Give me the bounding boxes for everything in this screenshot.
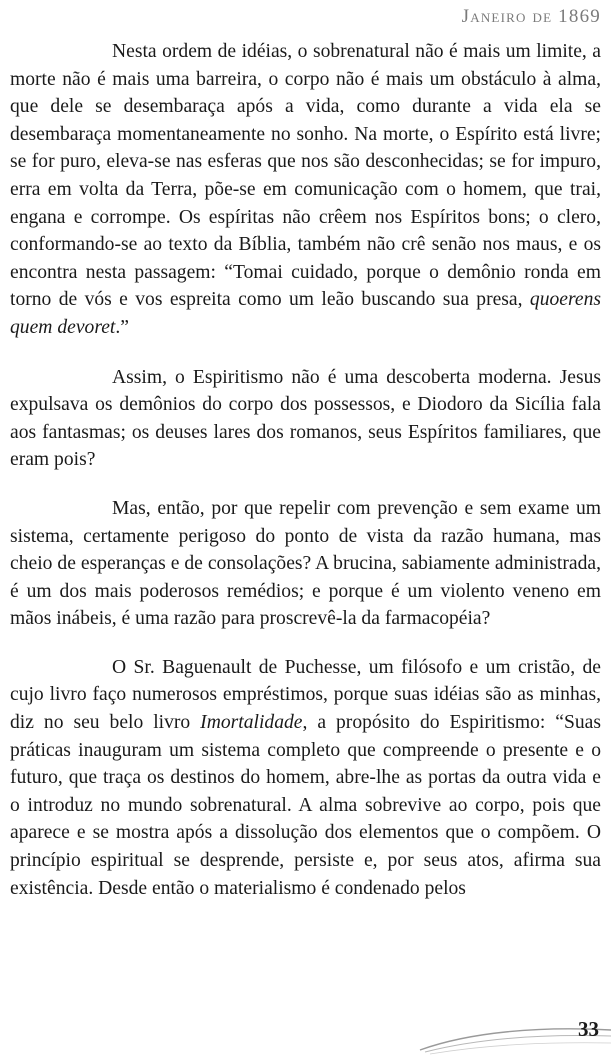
paragraph-2-text: Assim, o Espiritismo não é uma descoberta moderna. Jesus expulsava os demônios do corpo dos possessos, e Diodoro da Sicília fala aos fantasmas; os deuses lares dos romanos, seus Espíritos familiares, que eram pois? — [10, 366, 601, 471]
paragraph-3 — [10, 495, 601, 633]
paragraph-2 — [10, 364, 601, 474]
paragraph-1 — [10, 38, 601, 342]
footer-swoosh-ornament — [0, 1010, 611, 1060]
paragraph-4-book-title: Imortalidade — [200, 712, 303, 734]
paragraph-1-text: Nesta ordem de idéias, o sobrenatural não é mais um limite, a morte não é mais uma barreira, o corpo não é mais um obstáculo à alma, que dele se desembaraça após a vida, como durante a vida ela se desembaraça momentaneamente no sonho. Na morte, o Espírito está livre; se for puro, eleva-se nas esferas que nos são desconhecidas; se for impuro, erra em volta da Terra, põe-se em comunicação com o homem, que trai, engana e corrompe. Os espíritas não crêem nos Espíritos bons; o clero, conformando-se ao texto da Bíblia, também não crê senão nos maus, e os encontra nesta passagem: “Tomai cuidado, porque o demônio ronda em torno de vós e vos espreita como um leão buscando sua presa, — [10, 41, 601, 311]
paragraph-3-text: Mas, então, por que repelir com prevenção e sem exame um sistema, certamente perigoso do ponto de vista da razão humana, mas cheio de esperanças e de consolações? A brucina, sabiamente administrada, é um dos mais poderosos remédios; e porque é um violento veneno em mãos inábeis, é uma razão para proscrevê-la da farmacopéia? — [10, 497, 601, 630]
page-number: 33 — [578, 1017, 599, 1041]
paragraph-4-tail: , a propósito do Espiritismo: “Suas práticas inauguram um sistema completo que compreende o presente e o futuro, que traça os destinos do homem, abre-lhe as portas da outra vida e o introduz no mundo sobrenatural. A alma sobrevive ao corpo, pois que aparece e se mostra após a dissolução dos elementos que o compõem. O princípio espiritual se desprende, persiste e, por seus atos, afirma sua existência. Desde então o materialismo é condenado pelos — [10, 712, 601, 899]
running-head: Janeiro de 1869 — [461, 6, 601, 27]
paragraph-1-tail: .” — [115, 316, 129, 338]
paragraph-4 — [10, 654, 601, 902]
body-text — [10, 38, 601, 902]
paragraph-1-latin-quote: quoerens quem devoret — [10, 289, 601, 338]
paragraph-4-text: O Sr. Baguenault de Puchesse, um filósofo e um cristão, de cujo livro faço numerosos empréstimos, porque suas idéias são as minhas, diz no seu belo livro — [10, 656, 601, 734]
page-footer — [0, 1010, 611, 1060]
